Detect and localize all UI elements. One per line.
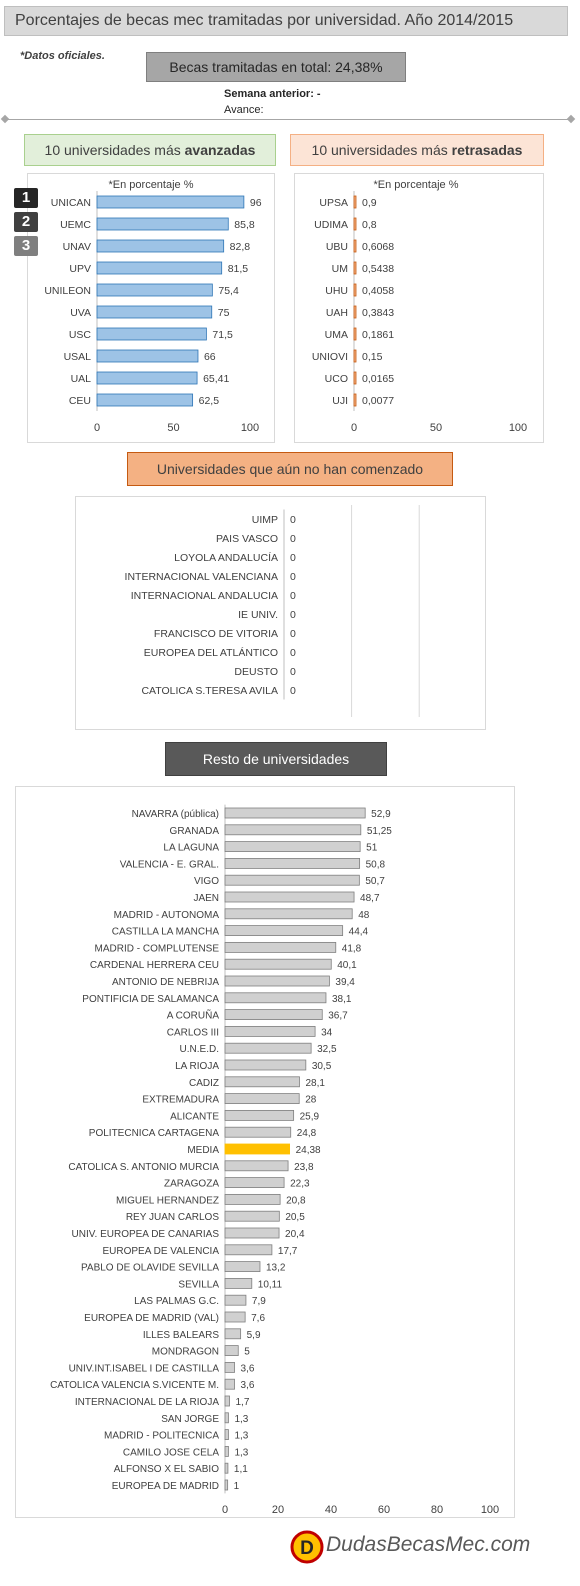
data-label: 0,1861 <box>362 329 395 341</box>
category-label: UNIV. EUROPEA DE CANARIAS <box>71 1229 219 1240</box>
category-label: UPV <box>69 263 91 275</box>
data-bar <box>97 350 198 362</box>
category-label: ANTONIO DE NEBRIJA <box>111 977 219 988</box>
data-bar <box>225 1060 306 1070</box>
data-bar <box>225 909 352 919</box>
data-label: 7,6 <box>251 1313 266 1324</box>
data-bar <box>225 1127 291 1137</box>
data-label: 51,25 <box>366 825 392 837</box>
category-label: EXTREMADURA <box>142 1094 219 1106</box>
data-bar <box>354 284 356 296</box>
data-label: 1,3 <box>234 1447 249 1459</box>
category-label: UJI <box>332 395 348 407</box>
data-label: 50,8 <box>365 859 386 871</box>
tick-label: 100 <box>480 1504 500 1516</box>
data-bar <box>225 1262 260 1272</box>
data-bar <box>225 825 361 835</box>
data-bar <box>225 976 329 986</box>
tick-label: 20 <box>271 1504 285 1516</box>
data-bar <box>225 1010 322 1020</box>
category-label: UCO <box>324 373 348 385</box>
data-bar <box>225 1077 299 1087</box>
data-label: 82,8 <box>229 241 251 253</box>
data-bar <box>225 1480 228 1490</box>
category-label: CATOLICA S.TERESA AVILA <box>141 685 278 697</box>
data-label: 71,5 <box>212 329 233 341</box>
data-bar <box>225 1094 299 1104</box>
data-label: 1,1 <box>233 1464 248 1476</box>
tick-label: 0 <box>221 1504 229 1516</box>
data-label: 3,6 <box>240 1363 255 1375</box>
rank-3-badge: 3 <box>14 236 38 256</box>
category-label: USC <box>68 329 91 341</box>
data-label: 25,9 <box>299 1111 320 1123</box>
bottom-chart-panel <box>294 173 544 443</box>
data-bar <box>225 1228 279 1238</box>
data-bar <box>225 1446 228 1456</box>
category-label: UAH <box>325 307 348 319</box>
category-label: CEU <box>68 395 91 407</box>
total-badge: Becas tramitadas en total: 24,38% <box>146 52 406 82</box>
category-label: UVA <box>70 307 91 319</box>
rank-1-badge: 1 <box>14 188 38 208</box>
tick-label: 60 <box>377 1504 391 1516</box>
data-label: 1 <box>233 1481 240 1492</box>
data-label: 41,8 <box>341 943 362 955</box>
category-label: NAVARRA (pública) <box>131 809 219 820</box>
chart-title: *En porcentaje % <box>108 179 194 191</box>
data-label: 0,4058 <box>362 285 395 297</box>
data-bar <box>225 1329 241 1339</box>
data-label: 75 <box>217 307 230 319</box>
data-label: 28 <box>305 1094 317 1106</box>
data-label: 81,5 <box>227 263 249 275</box>
category-label: PABLO DE OLAVIDE SEVILLA <box>80 1262 219 1274</box>
data-bar <box>225 1295 246 1305</box>
data-bar <box>225 1110 294 1120</box>
top-universities-header <box>24 134 276 166</box>
category-label: FRANCISCO DE VITORIA <box>153 628 278 640</box>
data-label: 0,0077 <box>362 395 395 407</box>
data-label: 50,7 <box>365 876 385 888</box>
data-label: 52,9 <box>371 809 391 820</box>
tick-label: 50 <box>429 422 443 434</box>
data-label: 24,8 <box>296 1128 317 1140</box>
data-label: 20,5 <box>285 1212 305 1224</box>
category-label: UPSA <box>319 197 348 209</box>
data-bar <box>97 262 222 274</box>
data-label: 0,0165 <box>362 373 395 385</box>
category-label: EUROPEA DE VALENCIA <box>102 1245 219 1257</box>
not-started-chart <box>76 497 487 731</box>
category-label: IE UNIV. <box>238 609 278 621</box>
category-label: SAN JORGE <box>161 1413 219 1425</box>
data-label: 24,38 <box>295 1145 321 1156</box>
data-source-note: *Datos oficiales. <box>20 50 105 62</box>
category-label: INTERNACIONAL ANDALUCIA <box>130 590 278 602</box>
data-bar <box>225 1346 238 1356</box>
page-title: Porcentajes de becas mec tramitadas por universidad. Año 2014/2015 <box>4 6 568 36</box>
brand-logo-letter: D <box>300 1538 314 1559</box>
category-label: USAL <box>63 351 91 363</box>
category-label: ILLES BALEARS <box>142 1329 219 1341</box>
category-label: UM <box>331 263 348 275</box>
not-started-panel <box>75 496 486 730</box>
data-label: 32,5 <box>317 1044 337 1056</box>
top-header-text: 10 universidades más <box>44 142 185 158</box>
category-label: LA LAGUNA <box>163 842 219 854</box>
category-label: UNICAN <box>50 197 91 209</box>
category-label: INTERNACIONAL DE LA RIOJA <box>74 1397 219 1408</box>
data-label: 36,7 <box>328 1010 348 1022</box>
category-label: A CORUÑA <box>166 1010 219 1022</box>
data-label: 1,3 <box>234 1430 249 1442</box>
category-label: CARDENAL HERRERA CEU <box>89 960 219 972</box>
data-label: 0,8 <box>362 219 377 231</box>
data-label: 0,6068 <box>362 241 395 253</box>
data-label: 39,4 <box>335 977 355 988</box>
data-bar <box>225 926 343 936</box>
data-bar <box>225 1211 279 1221</box>
category-label: ALICANTE <box>170 1111 219 1123</box>
data-bar <box>225 808 365 818</box>
data-bar <box>225 842 360 852</box>
top-chart-panel <box>27 173 275 443</box>
data-bar <box>225 1043 311 1053</box>
data-bar <box>354 240 356 252</box>
bottom-universities-header <box>290 134 544 166</box>
tick-label: 80 <box>430 1504 444 1516</box>
rest-universities-chart <box>16 787 516 1519</box>
category-label: DEUSTO <box>234 666 278 678</box>
category-label: MADRID - AUTONOMA <box>113 909 219 921</box>
data-bar <box>354 394 356 406</box>
chart-title: *En porcentaje % <box>373 179 459 191</box>
data-bar <box>354 306 356 318</box>
category-label: PAIS VASCO <box>215 533 278 545</box>
data-bar <box>354 328 356 340</box>
data-label: 48 <box>358 909 370 921</box>
category-label: CASTILLA LA MANCHA <box>111 926 219 938</box>
data-label: 34 <box>321 1027 333 1039</box>
data-bar <box>354 196 356 208</box>
category-label: MONDRAGON <box>151 1346 219 1358</box>
category-label: EUROPEA DE MADRID (VAL) <box>84 1313 219 1324</box>
data-bar <box>97 284 212 296</box>
category-label: MADRID - POLITECNICA <box>103 1430 219 1442</box>
category-label: UNAV <box>62 241 91 253</box>
data-bar <box>225 1245 272 1255</box>
data-label: 5,9 <box>246 1329 261 1341</box>
data-label: 0,5438 <box>362 263 395 275</box>
tick-label: 50 <box>167 422 180 434</box>
category-label: LAS PALMAS G.C. <box>134 1296 219 1308</box>
divider-line <box>4 119 570 120</box>
tick-label: 0 <box>350 422 358 434</box>
data-label: 62,5 <box>198 395 220 407</box>
category-label: ALFONSO X EL SABIO <box>113 1464 219 1476</box>
category-label: MADRID - COMPLUTENSE <box>94 943 219 955</box>
data-bar <box>225 1396 230 1406</box>
data-label: 0 <box>290 552 296 564</box>
bottom-header-bold: retrasadas <box>451 142 523 158</box>
category-label: UHU <box>325 285 348 297</box>
data-label: 0 <box>290 666 296 678</box>
tick-label: 100 <box>508 422 528 434</box>
brand-logo-icon <box>290 1530 324 1564</box>
data-bar <box>225 875 359 885</box>
data-bar <box>225 993 326 1003</box>
tick-label: 0 <box>93 422 101 434</box>
data-label: 7,9 <box>251 1296 266 1308</box>
category-label: VALENCIA - E. GRAL. <box>119 859 219 871</box>
data-label: 10,11 <box>257 1279 283 1291</box>
data-bar <box>225 1194 280 1204</box>
category-label: LA RIOJA <box>175 1061 219 1072</box>
data-bar <box>225 892 354 902</box>
data-bar <box>225 1463 228 1473</box>
progress-label: Avance: <box>224 104 264 116</box>
data-label: 75,4 <box>218 285 239 297</box>
data-bar <box>97 218 228 230</box>
data-label: 48,7 <box>360 893 380 904</box>
data-bar <box>354 262 356 274</box>
data-label: 38,1 <box>331 993 352 1005</box>
data-bar <box>225 1413 228 1423</box>
category-label: CATOLICA S. ANTONIO MURCIA <box>68 1161 219 1173</box>
data-bar <box>97 372 197 384</box>
data-label: 3,6 <box>240 1380 255 1392</box>
brand-name: DudasBecasMec.com <box>326 1533 531 1556</box>
data-label: 20,8 <box>286 1195 306 1207</box>
category-label: UNIOVI <box>311 351 348 363</box>
category-label: UAL <box>70 373 91 385</box>
bottom-universities-chart <box>295 174 545 444</box>
data-bar <box>225 1144 290 1154</box>
data-label: 1,7 <box>235 1397 250 1408</box>
data-label: 0,9 <box>362 197 377 209</box>
category-label: UDIMA <box>314 219 348 231</box>
data-label: 44,4 <box>348 926 369 938</box>
category-label: CAMILO JOSE CELA <box>122 1447 219 1459</box>
data-label: 23,8 <box>294 1161 314 1173</box>
data-label: 40,1 <box>337 960 357 972</box>
category-label: REY JUAN CARLOS <box>125 1212 219 1224</box>
data-bar <box>225 1379 235 1389</box>
rest-header: Resto de universidades <box>165 742 387 776</box>
rest-chart-panel <box>15 786 515 1518</box>
divider-left-diamond <box>1 115 9 123</box>
data-label: 13,2 <box>265 1262 286 1274</box>
data-label: 28,1 <box>305 1077 325 1089</box>
data-bar <box>225 942 336 952</box>
data-bar <box>225 1278 252 1288</box>
data-label: 0 <box>290 533 296 545</box>
data-label: 0,15 <box>362 351 383 363</box>
category-label: JAEN <box>193 893 219 904</box>
category-label: POLITECNICA CARTAGENA <box>88 1128 219 1140</box>
category-label: UMA <box>324 329 348 341</box>
category-label: EUROPEA DEL ATLÁNTICO <box>143 647 278 659</box>
category-label: UNILEON <box>44 285 91 297</box>
data-bar <box>97 394 193 406</box>
data-label: 0 <box>290 628 296 640</box>
data-bar <box>354 372 356 384</box>
data-label: 0 <box>290 571 296 583</box>
data-label: 17,7 <box>277 1245 298 1257</box>
category-label: MIGUEL HERNANDEZ <box>116 1195 219 1207</box>
category-label: CATOLICA VALENCIA S.VICENTE M. <box>50 1380 219 1392</box>
data-bar <box>97 240 224 252</box>
data-bar <box>225 1178 284 1188</box>
data-label: 0 <box>290 609 296 621</box>
category-label: PONTIFICIA DE SALAMANCA <box>82 993 219 1005</box>
category-label: U.N.E.D. <box>179 1044 219 1056</box>
data-bar <box>354 350 356 362</box>
data-label: 0 <box>290 685 296 697</box>
top-universities-chart <box>28 174 276 444</box>
previous-week-label: Semana anterior: - <box>224 88 321 100</box>
data-bar <box>225 1026 315 1036</box>
not-started-header: Universidades que aún no han comenzado <box>127 452 453 486</box>
data-label: 1,3 <box>234 1413 249 1425</box>
category-label: EUROPEA DE MADRID <box>111 1481 219 1492</box>
top-header-bold: avanzadas <box>184 142 256 158</box>
data-label: 20,4 <box>285 1229 305 1240</box>
category-label: VIGO <box>193 876 219 888</box>
data-bar <box>225 1312 245 1322</box>
data-label: 85,8 <box>234 219 255 231</box>
category-label: GRANADA <box>169 825 219 837</box>
data-bar <box>97 196 244 208</box>
data-bar <box>97 328 206 340</box>
category-label: SEVILLA <box>178 1279 219 1291</box>
category-label: CARLOS III <box>166 1027 219 1039</box>
bottom-header-text: 10 universidades más <box>311 142 452 158</box>
data-label: 0 <box>290 590 296 602</box>
data-bar <box>225 858 360 868</box>
data-label: 22,3 <box>290 1178 310 1190</box>
divider-right-diamond <box>567 115 575 123</box>
data-label: 5 <box>244 1346 250 1358</box>
data-bar <box>225 1362 235 1372</box>
tick-label: 40 <box>324 1504 338 1516</box>
data-label: 0 <box>290 647 296 659</box>
rank-2-badge: 2 <box>14 212 38 232</box>
data-label: 0 <box>290 514 296 526</box>
category-label: CADIZ <box>189 1077 219 1089</box>
data-bar <box>97 306 212 318</box>
data-label: 30,5 <box>311 1061 332 1072</box>
data-bar <box>225 959 331 969</box>
data-bar <box>354 218 356 230</box>
data-label: 65,41 <box>203 373 230 385</box>
data-label: 0,3843 <box>362 307 395 319</box>
category-label: UIMP <box>251 514 278 526</box>
category-label: UEMC <box>60 219 91 231</box>
tick-label: 100 <box>240 422 260 434</box>
data-label: 66 <box>203 351 216 363</box>
category-label: UNIV.INT.ISABEL I DE CASTILLA <box>68 1363 219 1375</box>
data-bar <box>225 1430 228 1440</box>
data-bar <box>225 1161 288 1171</box>
category-label: INTERNACIONAL VALENCIANA <box>124 571 278 583</box>
category-label: LOYOLA ANDALUCÍA <box>174 552 278 564</box>
category-label: ZARAGOZA <box>163 1178 219 1190</box>
data-label: 51 <box>366 842 378 854</box>
category-label: UBU <box>325 241 348 253</box>
category-label: MEDIA <box>187 1145 219 1156</box>
data-label: 96 <box>249 197 262 209</box>
